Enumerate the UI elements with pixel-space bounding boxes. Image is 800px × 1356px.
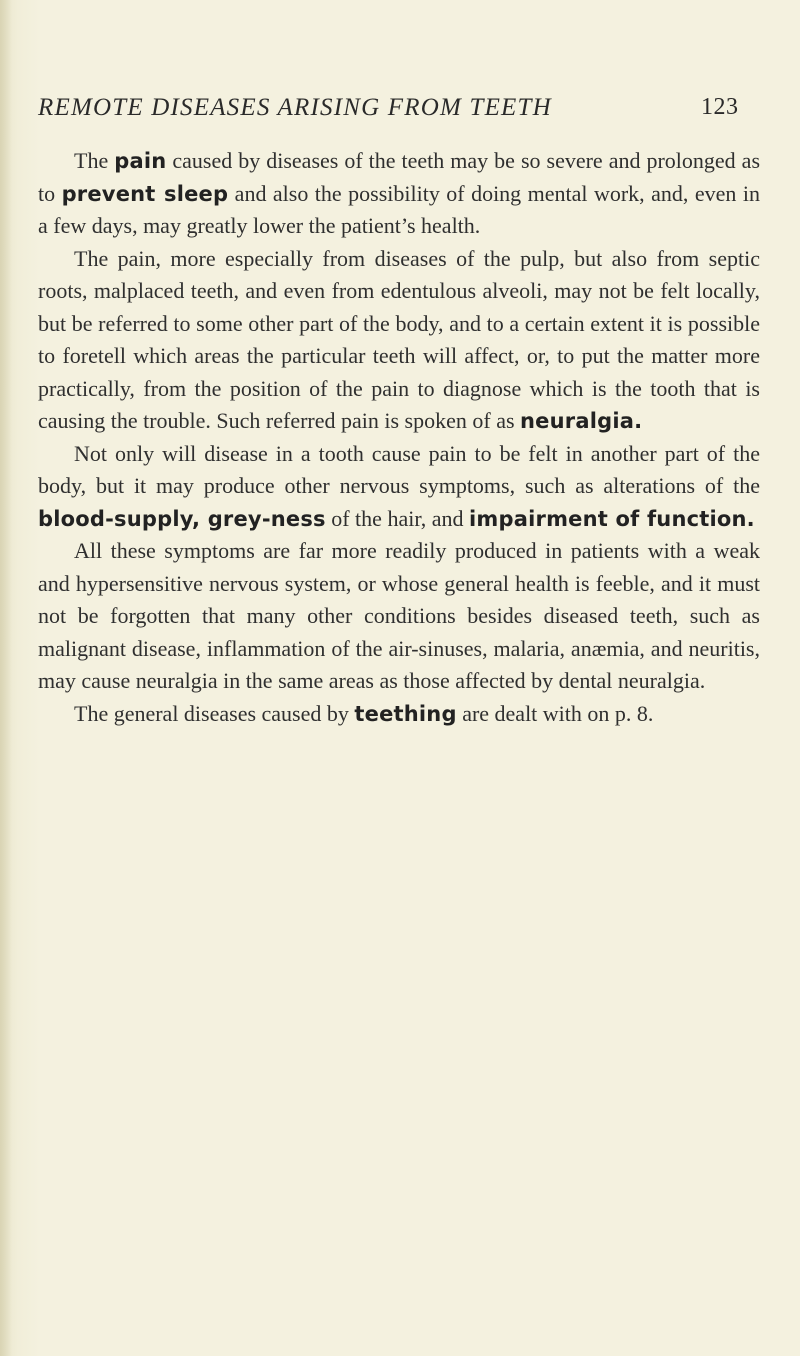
text-segment: caused by diseases of the teeth may be so severe and prolonged as to [38,148,761,206]
paragraph-nervous-symptoms [38,438,760,536]
text-segment: The [74,148,115,173]
running-head: REMOTE DISEASES ARISING FROM TEETH [38,94,552,121]
paragraph-predisposing-conditions [38,535,760,698]
binding-gutter [0,0,12,1356]
page-header [38,94,738,134]
text-segment: of the hair, and [325,505,470,531]
text-segment: All these symptoms are far more readily produced in patients with a weak and hypersensitive nervous system, or whose general health is feeble, and it must not be forgotten that many other conditions besides diseased teeth, such as malignant disease, inflammation of the air-sinuses, malaria, anæmia, and neuritis, may cause neuralgia in the same areas as those affected by dental neuralgia. [38,538,760,693]
text-segment: Not only will disease in a tooth cause pain to be felt in another part of the body, but it may produce other nervous symptoms, such as alterations of the [38,440,760,498]
text-segment: are dealt with on p. 8. [456,700,654,726]
text-segment: The general diseases caused by [74,700,355,726]
emphasis-blood-supply-greyness: blood-supply, grey-ness [38,506,326,531]
emphasis-prevent-sleep: prevent sleep [61,181,229,206]
emphasis-neuralgia: neuralgia. [520,409,643,433]
paragraph-teething [38,698,760,731]
page-number: 123 [701,94,739,120]
text-segment: The pain, more especially from diseases of the pulp, but also from septic roots, malplaced teeth, and even from edentulous alveoli, may not be felt locally, but be referred to some other part of the body, and to a certain extent it is possible to foretell which areas the particular teeth will affect, or, to put the matter more practically, from the position of the pain to diagnose which is the tooth that is causing the trouble. Such referred pain is spoken of as [38,245,760,433]
text-segment: and also the possibility of doing mental work, and, even in a few days, may greatly lower the patient’s health. [38,180,760,238]
emphasis-impairment-of-function: impairment of function. [469,506,755,531]
paragraph-pain-severity [38,145,760,243]
paragraph-referred-pain [38,243,760,438]
emphasis-pain: pain [114,149,167,173]
emphasis-teething: teething [354,701,457,726]
body-text [38,145,760,730]
